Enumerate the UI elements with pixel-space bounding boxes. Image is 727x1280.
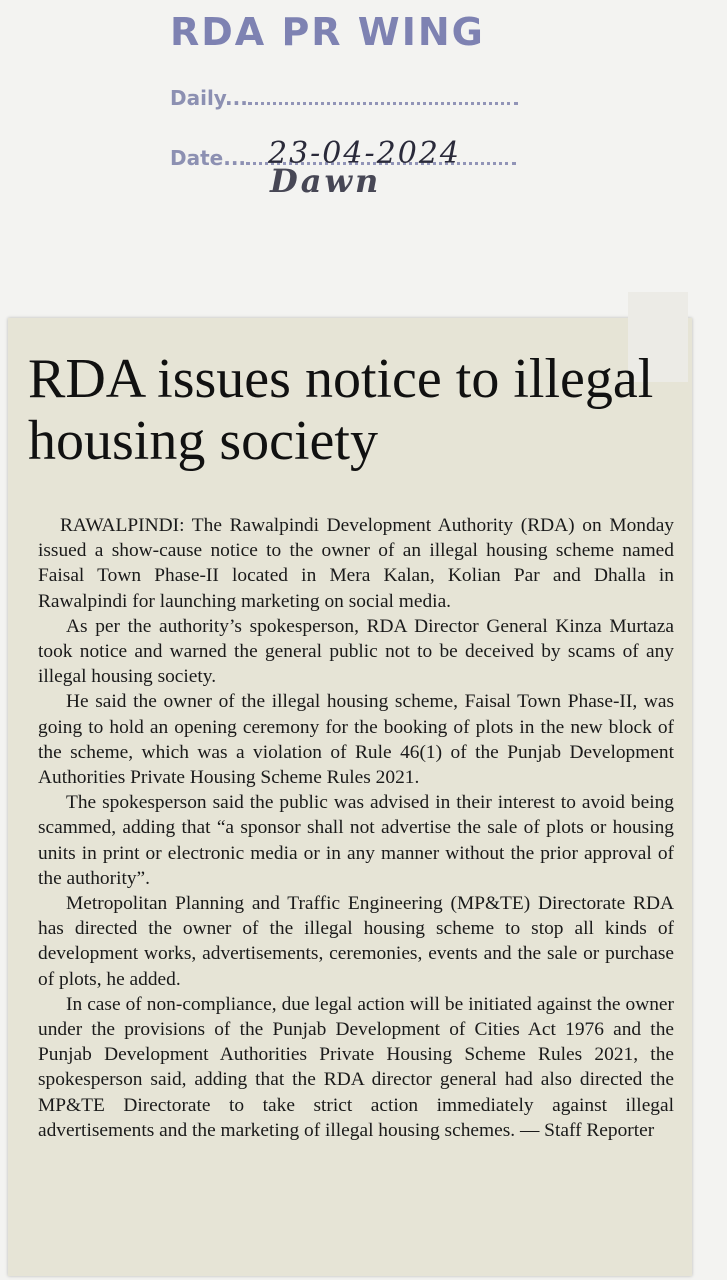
article-paragraph: Metropolitan Planning and Traffic Engineering (MP&TE) Directorate RDA has directed the owner of the illegal housing scheme to stop all kinds of development works, advertisements, ceremonies, events and the sale or purchase of plots, he added. <box>38 893 674 990</box>
article-body <box>38 513 674 1143</box>
article-paragraph: He said the owner of the illegal housing scheme, Faisal Town Phase-II, was going to hold an opening ceremony for the booking of plots in the new block of the scheme, which was a violation of Rule 46(1) of the Punjab Development Authorities Private Housing Scheme Rules 2021. <box>38 691 674 789</box>
newspaper-clipping <box>8 318 692 1276</box>
article-paragraph: The spokesperson said the public was advised in their interest to avoid being scammed, adding that “a sponsor shall not advertise the sale of plots or housing units in print or electronic media or in any manner without the prior approval of the authority”. <box>38 792 674 889</box>
stamp-date-label: Date... <box>170 146 247 170</box>
pr-wing-stamp <box>168 8 548 200</box>
article-paragraph: RAWALPINDI: The Rawalpindi Development Authority (RDA) on Monday issued a show-cause notice to the owner of an illegal housing scheme named Faisal Town Phase-II located in Mera Kalan, Kolian Par and Dhalla in Rawalpindi for launching marketing on social media. <box>38 515 674 612</box>
article-paragraph: In case of non-compliance, due legal action will be initiated against the owner under the provisions of the Punjab Development of Cities Act 1976 and the Punjab Development Authorities Private Housing Scheme Rules 2021, the spokesperson said, adding that the RDA director general had also directed the MP&TE Directorate to take strict action immediately against illegal advertisements and the marketing of illegal housing schemes. — Staff Reporter <box>38 993 674 1141</box>
newspaper-name: Dawn <box>270 162 382 200</box>
stamp-daily-line <box>248 102 518 105</box>
stamp-title: RDA PR WING <box>170 10 485 54</box>
stamp-daily-label: Daily... <box>170 86 248 110</box>
article-headline: RDA issues notice to illegal housing society <box>28 348 654 472</box>
article-paragraph: As per the authority’s spokesperson, RDA Director General Kinza Murtaza took notice and warned the general public not to be deceived by scams of any illegal housing society. <box>38 615 674 688</box>
clipping-date: 23-04-2024 <box>268 136 461 171</box>
